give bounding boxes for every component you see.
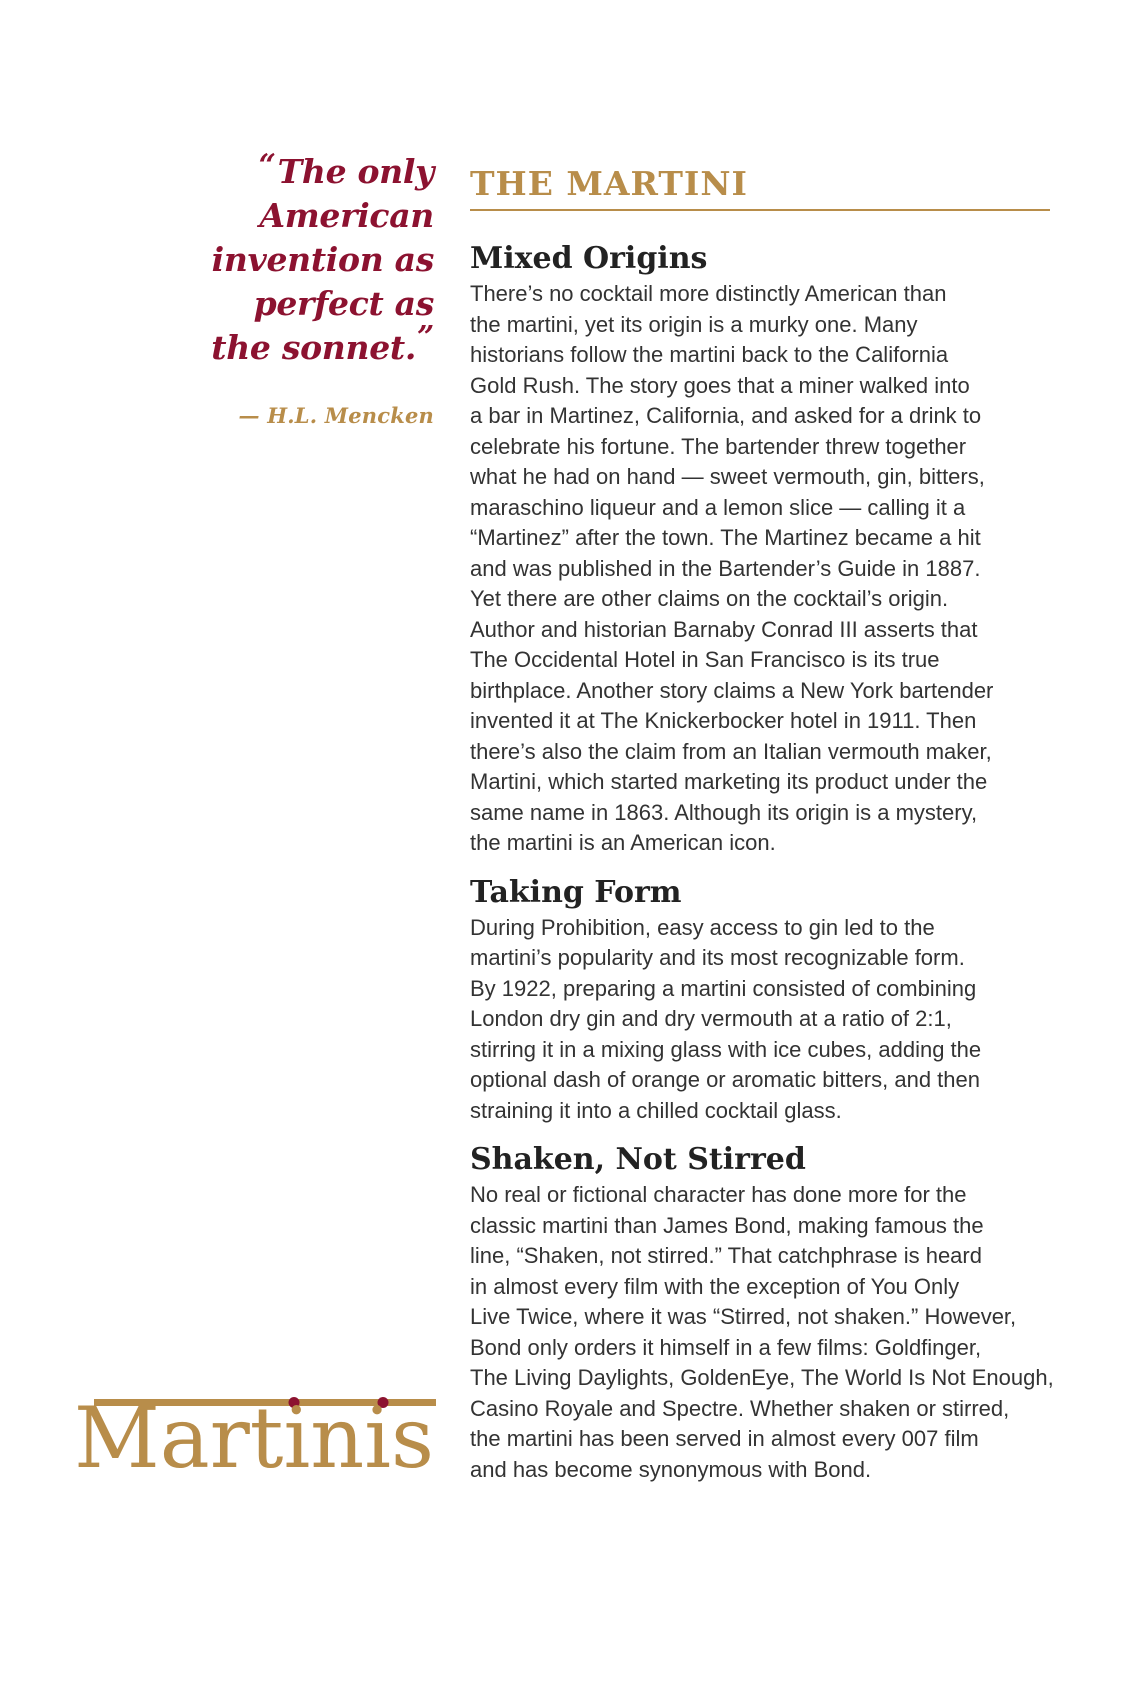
body-line: stirring it in a mixing glass with ice cubes, adding the bbox=[470, 1036, 982, 1062]
body-line: London dry gin and dry vermouth at a ratio of 2:1, bbox=[470, 1006, 952, 1031]
body-line: Bond only orders it himself in a few films: Goldfinger, bbox=[470, 1334, 982, 1360]
body-line: the martini is an American icon. bbox=[470, 830, 776, 855]
close-quote-mark: ” bbox=[417, 320, 434, 355]
body-line: the martini has been served in almost every 007 film bbox=[470, 1426, 979, 1451]
body-line: a bar in Martinez, California, and asked for a drink to bbox=[470, 403, 982, 428]
body-line: No real or fictional character has done more for the bbox=[470, 1182, 967, 1207]
body-line: There’s no cocktail more distinctly American than bbox=[470, 281, 947, 306]
quote-attribution: — H.L. Mencken bbox=[238, 403, 434, 428]
section-heading: THE MARTINI bbox=[470, 165, 1050, 211]
quote-line: American bbox=[259, 196, 434, 235]
pull-quote bbox=[200, 150, 434, 372]
article-body bbox=[470, 1180, 1054, 1485]
body-line: Casino Royale and Spectre. Whether shaken or stirred, bbox=[470, 1395, 1010, 1421]
body-line: Martini, which started marketing its product under the bbox=[470, 769, 988, 794]
article-title: Shaken, Not Stirred bbox=[470, 1142, 806, 1177]
body-line: Yet there are other claims on the cocktail’s origin. bbox=[470, 586, 949, 611]
body-line: historians follow the martini back to the California bbox=[470, 342, 949, 367]
body-line: straining it into a chilled cocktail glass. bbox=[470, 1097, 842, 1123]
body-line: Author and historian Barnaby Conrad III asserts that bbox=[470, 616, 978, 642]
body-line: what he had on hand — sweet vermouth, gin, bitters, bbox=[470, 464, 985, 489]
article-title: Taking Form bbox=[470, 874, 682, 910]
quote-line: the sonnet.” bbox=[211, 320, 434, 367]
body-line: there’s also the claim from an Italian vermouth maker, bbox=[470, 738, 992, 764]
body-line: line, “Shaken, not stirred.” That catchphrase is heard bbox=[470, 1243, 982, 1268]
body-line: Gold Rush. The story goes that a miner walked into bbox=[470, 372, 970, 398]
martinis-logo bbox=[74, 1395, 436, 1470]
body-line: martini’s popularity and its most recognizable form. bbox=[470, 945, 965, 970]
body-line: the martini, yet its origin is a murky one. Many bbox=[470, 311, 918, 337]
article-body bbox=[470, 279, 1050, 859]
body-line: same name in 1863. Although its origin is a mystery, bbox=[470, 799, 978, 825]
quote-line: perfect as bbox=[253, 284, 434, 323]
body-line: in almost every film with the exception of You Only bbox=[470, 1273, 960, 1299]
body-line: optional dash of orange or aromatic bitters, and then bbox=[470, 1067, 980, 1092]
body-line: maraschino liqueur and a lemon slice — calling it a bbox=[470, 494, 966, 520]
quote-line: invention as bbox=[211, 240, 434, 279]
quote-line: “The only bbox=[258, 148, 434, 191]
body-line: celebrate his fortune. The bartender threw together bbox=[470, 433, 967, 459]
body-line: The Living Daylights, GoldenEye, The World Is Not Enough, bbox=[470, 1365, 1054, 1390]
body-line: and was published in the Bartender’s Guide in 1887. bbox=[470, 555, 981, 581]
article-column bbox=[470, 164, 1054, 1485]
body-line: Live Twice, where it was “Stirred, not shaken.” However, bbox=[470, 1304, 1017, 1329]
body-line: invented it at The Knickerbocker hotel in 1911. Then bbox=[470, 708, 977, 733]
body-line: By 1922, preparing a martini consisted of combining bbox=[470, 975, 977, 1001]
logo-text: Martinis bbox=[74, 1395, 434, 1470]
body-line: The Occidental Hotel in San Francisco is its true bbox=[470, 647, 940, 672]
body-line: “Martinez” after the town. The Martinez became a hit bbox=[470, 525, 981, 550]
body-line: and has become synonymous with Bond. bbox=[470, 1456, 872, 1482]
body-line: During Prohibition, easy access to gin led to the bbox=[470, 914, 935, 940]
article-body bbox=[470, 913, 1050, 1127]
open-quote-mark: “ bbox=[258, 148, 276, 183]
body-line: birthplace. Another story claims a New York bartender bbox=[470, 677, 994, 703]
body-line: classic martini than James Bond, making famous the bbox=[470, 1212, 984, 1238]
article-title: Mixed Origins bbox=[470, 241, 708, 276]
